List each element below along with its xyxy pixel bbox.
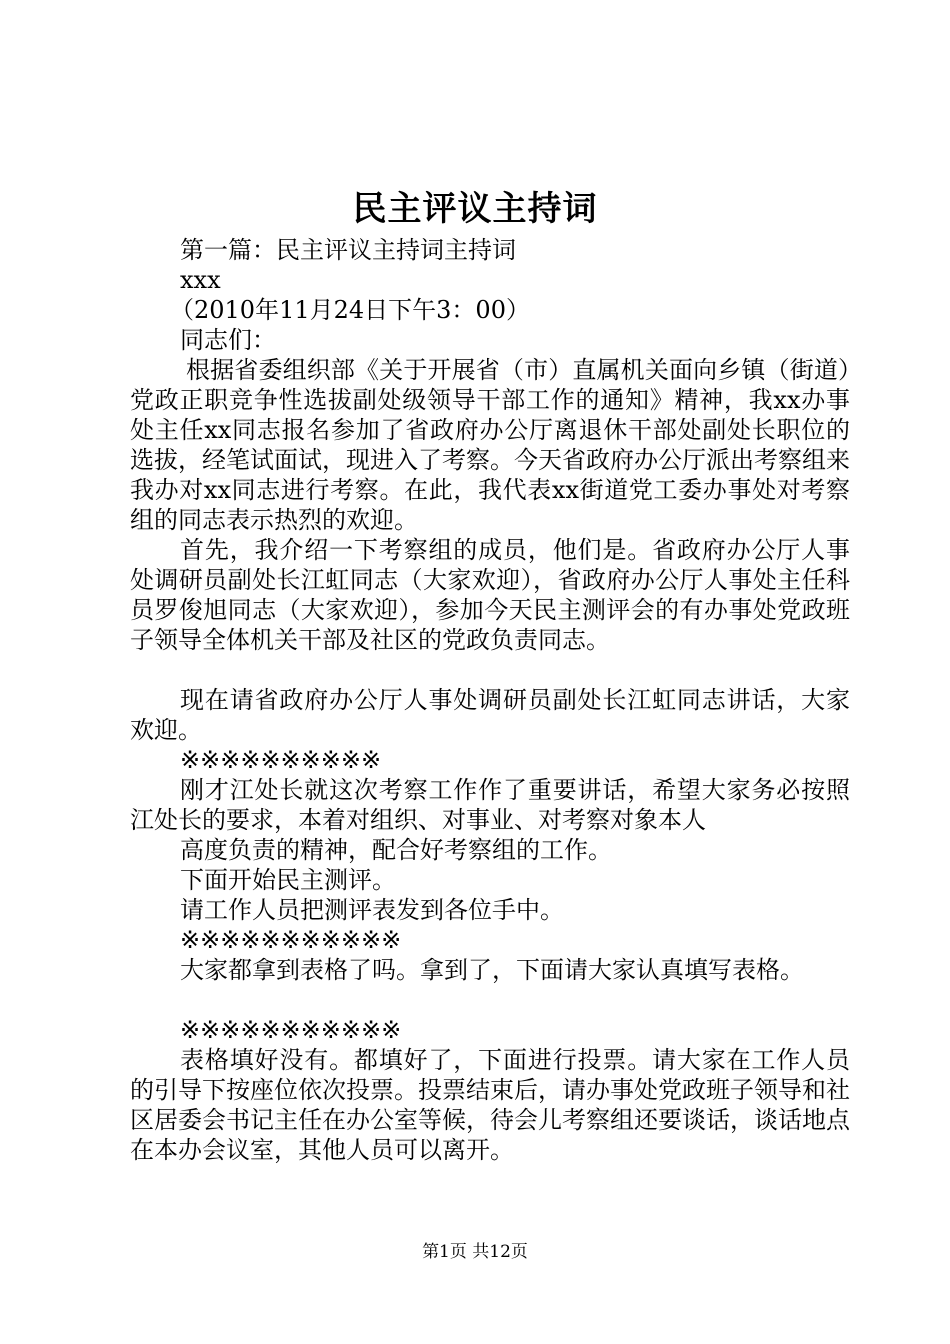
blank-line	[130, 985, 850, 1015]
paragraph-distribute-forms: 请工作人员把测评表发到各位手中。	[180, 896, 564, 924]
paragraph-intro: 根据省委组织部《关于开展省（市）直属机关面向乡镇（街道）党政正职竞争性选拔副处级领导干部工作的通知》精神，我xx办事处主任xx同志报名参加了省政府办公厅离退休干部处副处长职位的选拔，经笔试面试，现进入了考察。今天省政府办公厅派出考察组来我办对xx同志进行考察。在此，我代表xx街道党工委办事处对考察组的同志表示热烈的欢迎。	[130, 356, 850, 534]
separator-3: ※※※※※※※※※※※	[180, 1016, 402, 1044]
meeting-datetime: （2010年11月24日下午3：00）	[170, 296, 530, 324]
blank-line	[130, 655, 850, 685]
document-body	[130, 235, 850, 1165]
paragraph-after-speech-cont: 高度负责的精神，配合好考察组的工作。	[180, 836, 612, 864]
host-name: xxx	[180, 266, 221, 294]
document-title: 民主评议主持词	[352, 189, 598, 229]
salutation: 同志们：	[180, 326, 276, 354]
page-footer: 第1页 共12页	[422, 1242, 528, 1262]
paragraph-speech-invite: 现在请省政府办公厅人事处调研员副处长江虹同志讲话，大家欢迎。	[130, 686, 850, 744]
paragraph-members: 首先，我介绍一下考察组的成员，他们是。省政府办公厅人事处调研员副处长江虹同志（大家欢迎），省政府办公厅人事处主任科员罗俊旭同志（大家欢迎），参加今天民主测评会的有办事处党政班子领导全体机关干部及社区的党政负责同志。	[130, 536, 850, 654]
paragraph-start-evaluation: 下面开始民主测评。	[180, 866, 396, 894]
paragraph-voting: 表格填好没有。都填好了，下面进行投票。请大家在工作人员的引导下按座位依次投票。投票结束后，请办事处党政班子领导和社区居委会书记主任在办公室等候，待会儿考察组还要谈话，谈话地点在本办会议室，其他人员可以离开。	[130, 1046, 850, 1164]
paragraph-fill-forms: 大家都拿到表格了吗。拿到了，下面请大家认真填写表格。	[180, 956, 804, 984]
separator-1: ※※※※※※※※※※	[180, 746, 382, 774]
separator-2: ※※※※※※※※※※※	[180, 926, 402, 954]
paragraph-after-speech: 刚才江处长就这次考察工作作了重要讲话，希望大家务必按照江处长的要求，本着对组织、对事业、对考察对象本人	[130, 776, 850, 834]
section-heading: 第一篇：民主评议主持词主持词	[180, 236, 516, 264]
